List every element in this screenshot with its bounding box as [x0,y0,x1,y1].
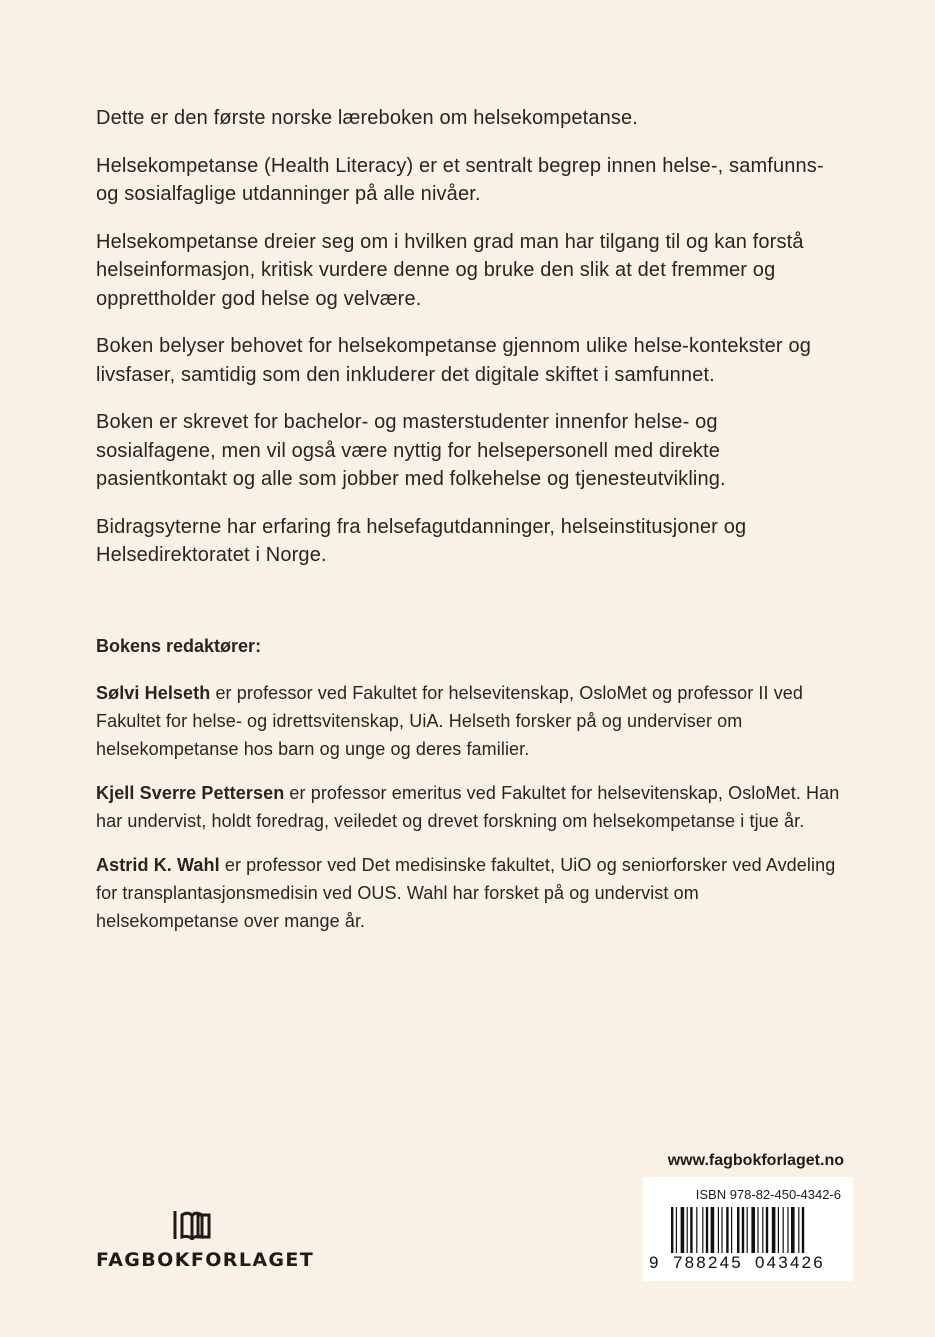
editor-name: Sølvi Helseth [96,683,211,703]
editor-bio-text: er professor ved Fakultet for helsevitenskap, OsloMet og professor II ved Fakultet for helse- og idrettsvitenskap, UiA. Helseth forsker på og underviser om helsekompetanse hos barn og unge og deres familier. [96,683,804,759]
barcode-bar [671,1207,673,1253]
barcode-bar [783,1207,784,1253]
editors-list [96,679,846,951]
barcode-bar [721,1207,722,1253]
blurb-paragraph: Dette er den første norske læreboken om helsekompetanse. [96,107,639,129]
barcode-bar [747,1207,748,1253]
barcode-left-digits: 788245 [673,1253,743,1272]
editor-name: Kjell Sverre Pettersen [96,783,285,803]
publisher-name: FAGBOKFORLAGET [96,1249,315,1271]
barcode-bar [772,1207,776,1253]
barcode-right-digits: 043426 [755,1253,825,1272]
barcode-bar [681,1207,685,1253]
editor-bio [96,851,846,935]
barcode-bar [742,1207,744,1253]
barcode-bar [798,1207,799,1253]
editor-name: Astrid K. Wahl [96,855,220,875]
barcode-bar [778,1207,779,1253]
description-blurb [96,104,841,589]
barcode-bar [751,1207,755,1253]
editor-bio [96,679,846,763]
editor-bio-text: er professor emeritus ved Fakultet for helsevitenskap, OsloMet. Han har undervist, holdt foredrag, veiledet og drevet forskning om helsekompetanse i tjue år. [96,783,840,831]
barcode-bar [702,1207,703,1253]
barcode-bar [802,1207,804,1253]
barcode-bar [766,1207,768,1253]
barcode-bar [711,1207,715,1253]
barcode-bar [718,1207,719,1253]
barcode-bar [787,1207,788,1253]
isbn-label: ISBN 978-82-450-4342-6 [695,1187,841,1202]
barcode-bar [676,1207,677,1253]
blurb-paragraph: Bidragsyterne har erfaring fra helsefagutdanninger, helseinstitusjoner og Helsedirektoratet i Norge. [96,515,747,566]
barcode-bar [762,1207,763,1253]
blurb-paragraph: Boken er skrevet for bachelor- og masterstudenter innenfor helse- og sosialfagene, men vil også være nyttig for helsepersonell med direkte pasientkontakt og alle som jobber med folkehelse og tjenesteutvikling. [96,411,726,490]
barcode-bar [687,1207,688,1253]
barcode-bar [757,1207,758,1253]
editor-bio [96,779,846,835]
editors-heading: Bokens redaktører: [96,636,262,656]
barcode-bar [731,1207,732,1253]
barcode-bar [726,1207,728,1253]
barcode-bar [737,1207,739,1253]
barcode-bar [690,1207,692,1253]
editor-bio-text: er professor ved Det medisinske fakultet, UiO og seniorforsker ved Avdeling for transplantasjonsmedisin ved OUS. Wahl har forsket på og undervist om helsekompetanse over mange år. [96,855,836,931]
barcode [671,1207,831,1257]
barcode-bar [791,1207,795,1253]
blurb-paragraph: Boken belyser behovet for helsekompetanse gjennom ulike helse-kontekster og livsfaser, samtidig som den inkluderer det digitale skiftet i samfunnet. [96,335,811,386]
publisher-website[interactable]: www.fagbokforlaget.no [667,1152,844,1169]
barcode-bar [696,1207,697,1253]
barcode-lead-digit: 9 [649,1253,661,1272]
blurb-paragraph: Helsekompetanse dreier seg om i hvilken grad man har tilgang til og kan forstå helseinformasjon, kritisk vurdere denne og bruke den slik at det fremmer og opprettholder god helse og velvære. [96,230,804,310]
blurb-paragraph: Helsekompetanse (Health Literacy) er et sentralt begrep innen helse-, samfunns- og sosialfaglige utdanninger på alle nivåer. [96,154,824,205]
barcode-bar [706,1207,708,1253]
book-logo-icon [172,1210,212,1240]
barcode-panel [643,1177,853,1281]
